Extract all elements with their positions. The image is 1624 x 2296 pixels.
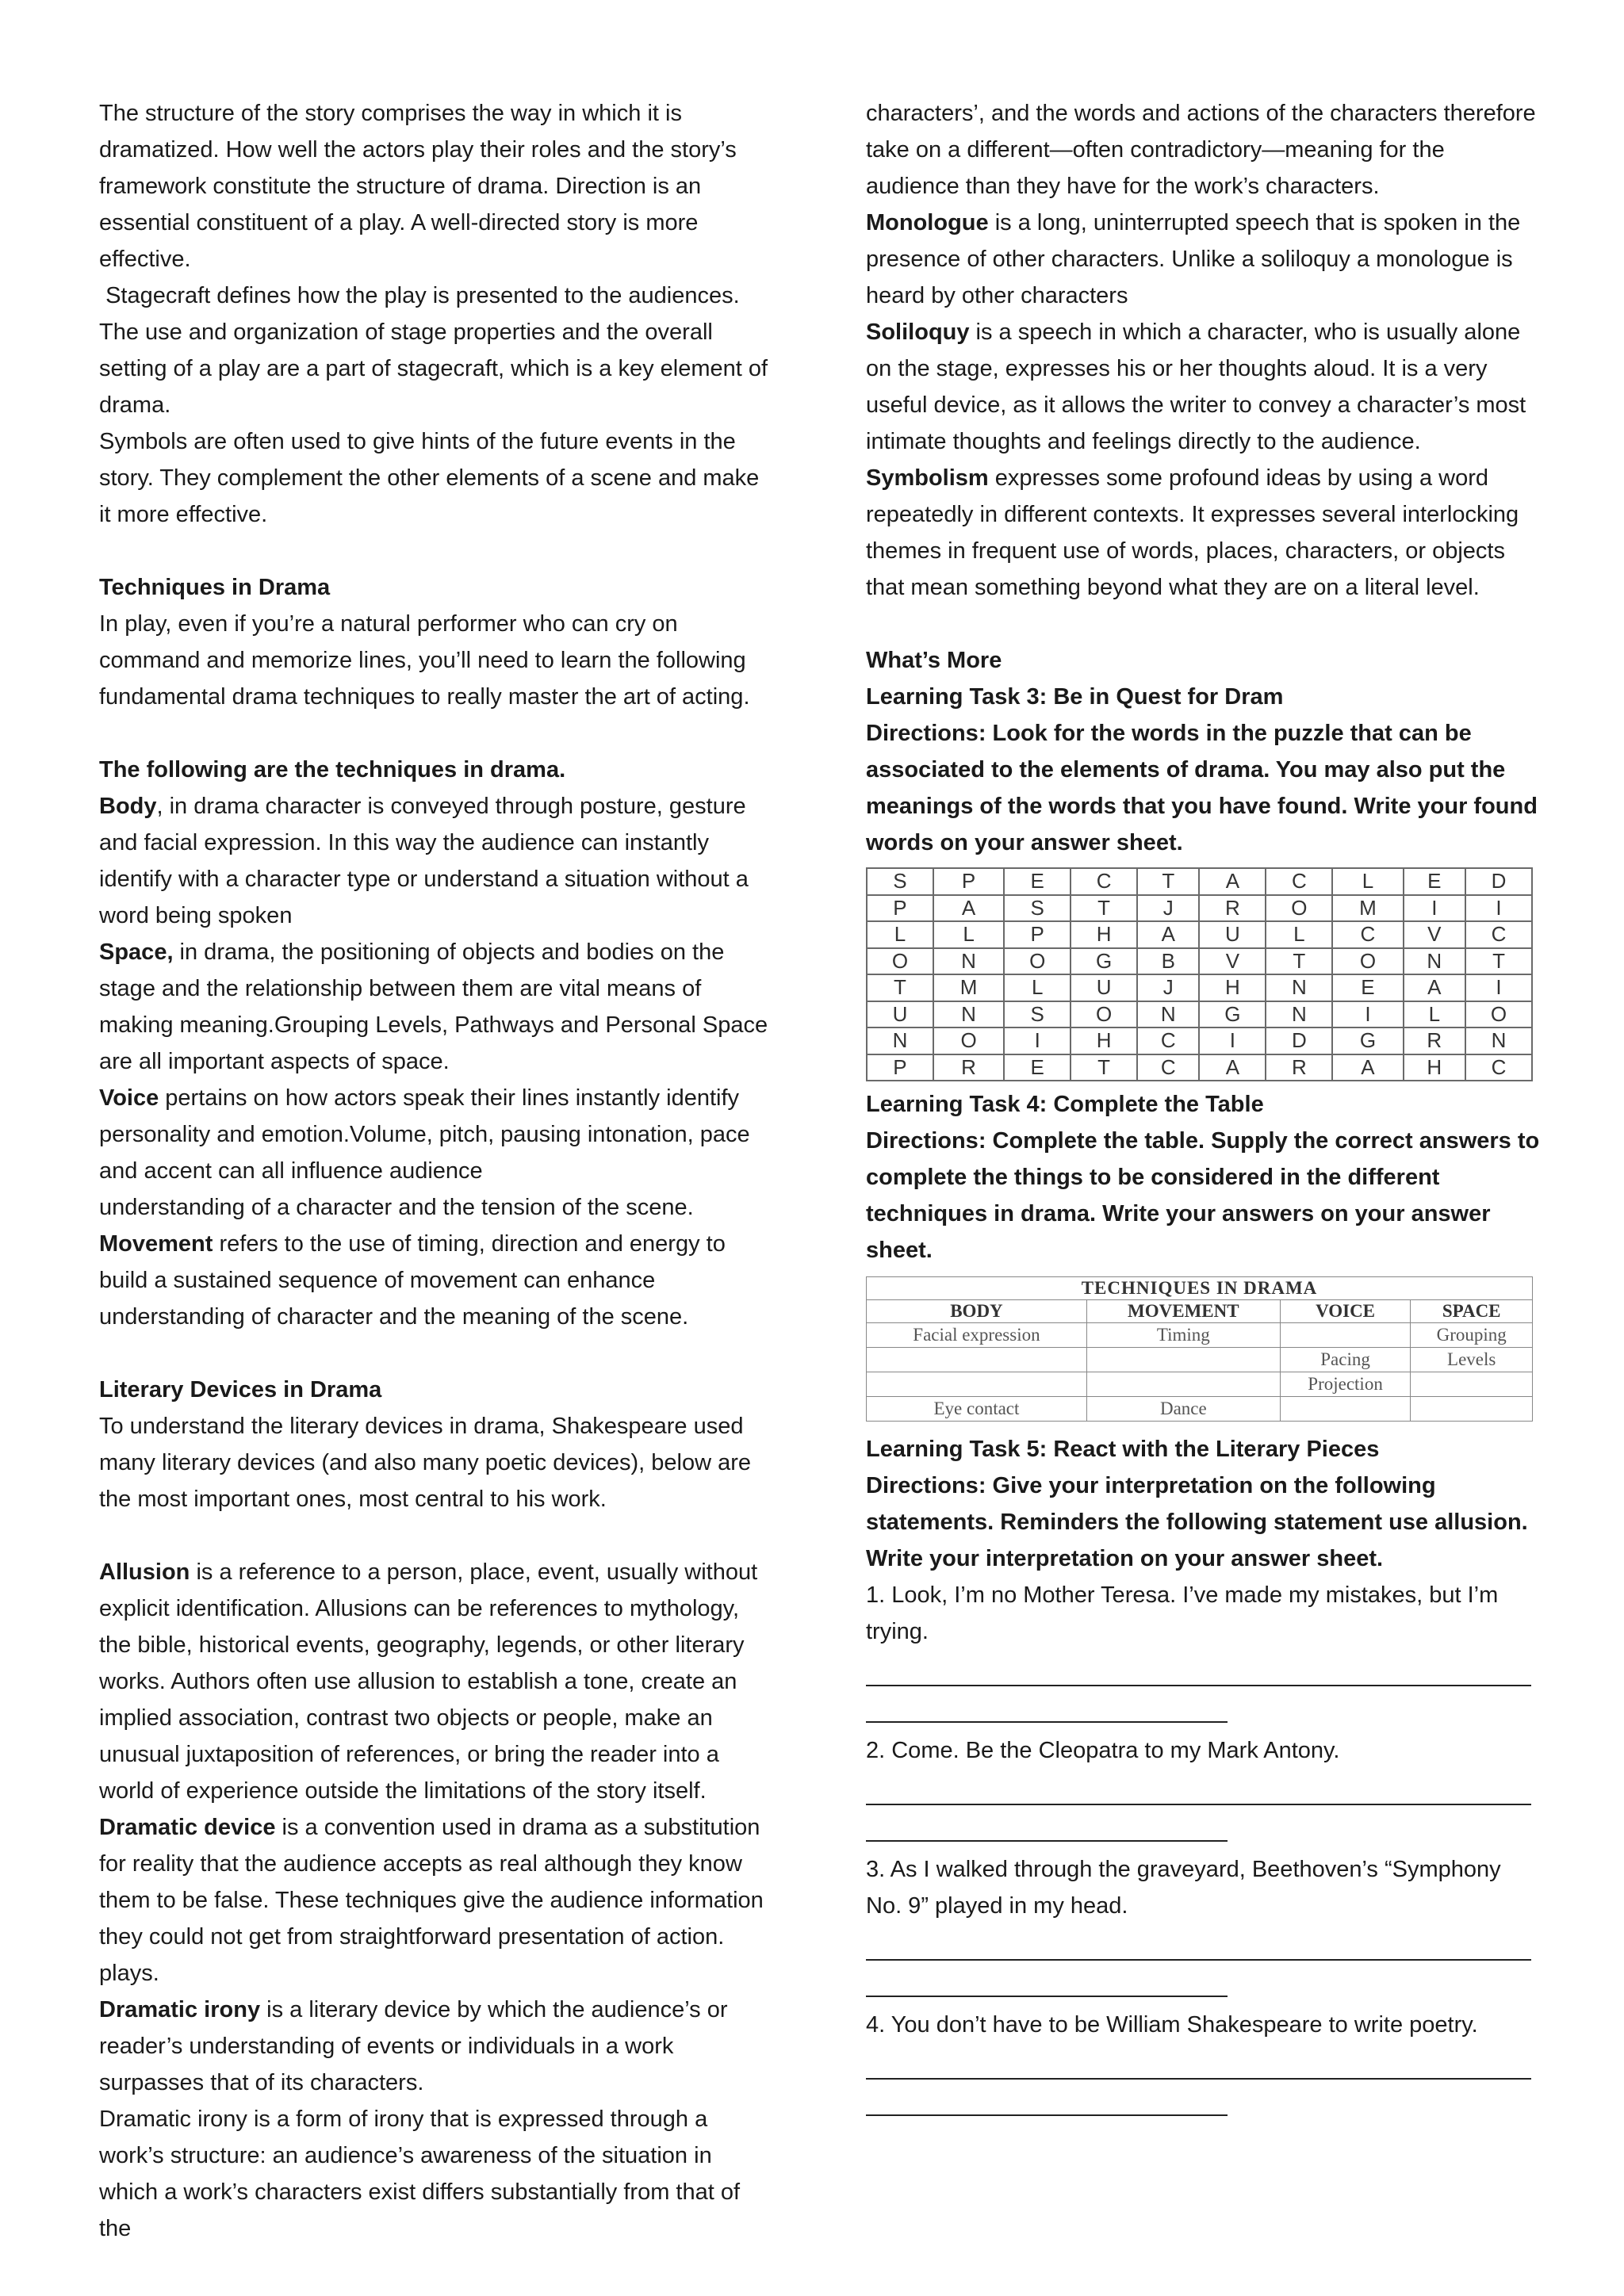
puzzle-cell: T [1071, 1054, 1137, 1081]
puzzle-row [867, 1001, 1532, 1028]
puzzle-cell: N [1404, 948, 1465, 975]
puzzle-cell: J [1137, 974, 1199, 1001]
puzzle-cell: P [1004, 921, 1071, 948]
techniques-table-header: VOICE [1280, 1300, 1411, 1323]
techniques-table-cell: Facial expression [867, 1323, 1087, 1348]
soliloquy-term: Soliloquy [866, 320, 970, 345]
puzzle-cell: P [867, 895, 933, 922]
literary-intro: To understand the literary devices in drama, Shakespeare used many literary devices (and also many poetic devices), below are the most important ones, most central to his work. [99, 1414, 752, 1512]
techniques-table-cell: Grouping [1411, 1323, 1533, 1348]
answer-line-1b[interactable] [866, 1686, 1228, 1723]
task3-title: Learning Task 3: Be in Quest for Dram [866, 684, 1284, 710]
puzzle-cell: S [1004, 1001, 1071, 1028]
puzzle-cell: L [1266, 921, 1332, 948]
techniques-table-cell [1086, 1348, 1280, 1372]
puzzle-row [867, 974, 1532, 1001]
techniques-table-cell [1411, 1397, 1533, 1422]
puzzle-cell: P [867, 1054, 933, 1081]
puzzle-cell: A [1332, 1054, 1403, 1081]
body-term: Body [99, 794, 157, 819]
puzzle-row [867, 868, 1532, 895]
techniques-table-cell: Timing [1086, 1323, 1280, 1348]
puzzle-cell: O [1332, 948, 1403, 975]
question-1: 1. Look, I’m no Mother Teresa. I’ve made my mistakes, but I’m trying. [866, 1582, 1499, 1644]
puzzle-cell: H [1404, 1054, 1465, 1081]
answer-line-1a[interactable] [866, 1650, 1531, 1686]
puzzle-row [867, 921, 1532, 948]
puzzle-cell: G [1071, 948, 1137, 975]
puzzle-cell: M [1332, 895, 1403, 922]
puzzle-cell: A [1404, 974, 1465, 1001]
puzzle-cell: V [1199, 948, 1266, 975]
techniques-table-cell [867, 1348, 1087, 1372]
puzzle-cell: I [1465, 974, 1532, 1001]
puzzle-cell: E [1004, 1054, 1071, 1081]
following-heading: The following are the techniques in drama. [99, 757, 566, 783]
voice-term: Voice [99, 1085, 159, 1111]
techniques-intro: In play, even if you’re a natural performer who can cry on command and memorize lines, you’ll need to learn the following fundamental drama techniques to really master the art of acting. [99, 611, 750, 710]
puzzle-cell: L [1404, 1001, 1465, 1028]
puzzle-cell: L [867, 921, 933, 948]
stagecraft-paragraph: Stagecraft defines how the play is presented to the audiences. The use and organization of stage properties and the overall setting of a play are a part of stagecraft, which is a key element of drama. [99, 283, 775, 418]
puzzle-cell: T [867, 974, 933, 1001]
puzzle-cell: O [1465, 1001, 1532, 1028]
techniques-table-cell [1411, 1372, 1533, 1397]
puzzle-cell: C [1465, 921, 1532, 948]
puzzle-cell: R [933, 1054, 1004, 1081]
dramatic-irony-definition: Dramatic irony is a literary device by which the audience’s or reader’s understanding of events or individuals in a work surpasses that of its characters. [99, 1997, 728, 2095]
puzzle-cell: E [1004, 868, 1071, 895]
techniques-table-row [867, 1348, 1533, 1372]
answer-line-4b[interactable] [866, 2080, 1228, 2116]
right-column [866, 95, 1542, 2116]
puzzle-cell: R [1199, 895, 1266, 922]
movement-definition: Movement refers to the use of timing, direction and energy to build a sustained sequence of movement can enhance understanding of character and the meaning of the scene. [99, 1231, 726, 1330]
plays-text: plays. [99, 1961, 159, 1986]
techniques-table-row [867, 1397, 1533, 1422]
puzzle-cell: C [1332, 921, 1403, 948]
puzzle-cell: T [1071, 895, 1137, 922]
puzzle-cell: M [933, 974, 1004, 1001]
techniques-table-row [867, 1372, 1533, 1397]
allusion-term: Allusion [99, 1559, 190, 1585]
techniques-table-cell: Pacing [1280, 1348, 1411, 1372]
puzzle-cell: N [1266, 974, 1332, 1001]
puzzle-cell: V [1404, 921, 1465, 948]
puzzle-cell: T [1266, 948, 1332, 975]
puzzle-cell: H [1071, 1027, 1137, 1054]
puzzle-cell: C [1137, 1054, 1199, 1081]
voice-definition-cont: understanding of a character and the tension of the scene. [99, 1195, 694, 1220]
puzzle-cell: U [867, 1001, 933, 1028]
task3-directions: Directions: Look for the words in the puzzle that can be associated to the elements of drama. You may also put the meanings of the words that you have found. Write your found words on your answer sheet. [866, 721, 1538, 855]
puzzle-cell: N [1137, 1001, 1199, 1028]
puzzle-cell: U [1199, 921, 1266, 948]
puzzle-cell: I [1404, 895, 1465, 922]
puzzle-cell: I [1465, 895, 1532, 922]
dramatic-device-definition: Dramatic device is a convention used in drama as a substitution for reality that the audience accepts as real although they know them to be false. These techniques give the audience information they could not get from straightforward presentation of action. [99, 1815, 764, 1950]
techniques-table-cell: Eye contact [867, 1397, 1087, 1422]
puzzle-cell: C [1266, 868, 1332, 895]
whats-more-heading: What’s More [866, 648, 1002, 673]
voice-definition: Voice pertains on how actors speak their lines instantly identify personality and emotion.Volume, pitch, pausing intonation, pace and accent can all influence audience [99, 1085, 750, 1184]
structure-paragraph: The structure of the story comprises the way in which it is dramatized. How well the actors play their roles and the story’s framework constitute the structure of drama. Direction is an essential constituent of a play. A well-directed story is more effective. [99, 101, 737, 272]
task4-title: Learning Task 4: Complete the Table [866, 1092, 1264, 1117]
task5-directions: Directions: Give your interpretation on the following statements. Reminders the following statement use allusion. Write your interpretation on your answer sheet. [866, 1473, 1528, 1571]
puzzle-cell: A [933, 895, 1004, 922]
puzzle-cell: A [1199, 1054, 1266, 1081]
puzzle-cell: T [1137, 868, 1199, 895]
techniques-table-cell: Dance [1086, 1397, 1280, 1422]
puzzle-cell: U [1071, 974, 1137, 1001]
puzzle-cell: N [933, 948, 1004, 975]
word-search-puzzle [866, 867, 1533, 1081]
puzzle-cell: G [1199, 1001, 1266, 1028]
puzzle-cell: O [1266, 895, 1332, 922]
puzzle-cell: B [1137, 948, 1199, 975]
techniques-heading: Techniques in Drama [99, 575, 331, 600]
puzzle-row [867, 1054, 1532, 1081]
answer-line-3a[interactable] [866, 1924, 1531, 1961]
space-definition: Space, in drama, the positioning of objects and bodies on the stage and the relationship between them are vital means of making meaning.Grouping Levels, Pathways and Personal Space are all important aspects of space. [99, 939, 768, 1074]
literary-heading: Literary Devices in Drama [99, 1377, 382, 1402]
monologue-definition: Monologue is a long, uninterrupted speech that is spoken in the presence of other characters. Unlike a soliloquy a monologue is heard by other characters [866, 210, 1521, 308]
puzzle-cell: I [1199, 1027, 1266, 1054]
space-term: Space, [99, 939, 174, 965]
left-column [99, 95, 775, 2247]
irony-continuation: characters’, and the words and actions of the characters therefore take on a different—often contradictory—meaning for the audience than they have for the work’s characters. [866, 101, 1536, 199]
question-4: 4. You don’t have to be William Shakespeare to write poetry. [866, 2012, 1478, 2038]
puzzle-cell: L [933, 921, 1004, 948]
task4-directions: Directions: Complete the table. Supply the correct answers to complete the things to be considered in the different techniques in drama. Write your answers on your answer sheet. [866, 1128, 1540, 1263]
techniques-table-cell [867, 1372, 1087, 1397]
puzzle-cell: N [867, 1027, 933, 1054]
puzzle-row [867, 1027, 1532, 1054]
puzzle-cell: S [867, 868, 933, 895]
techniques-table-row [867, 1323, 1533, 1348]
puzzle-cell: R [1404, 1027, 1465, 1054]
puzzle-cell: C [1137, 1027, 1199, 1054]
puzzle-cell: D [1266, 1027, 1332, 1054]
puzzle-cell: O [933, 1027, 1004, 1054]
dramatic-irony-term: Dramatic irony [99, 1997, 261, 2022]
puzzle-row [867, 948, 1532, 975]
puzzle-cell: A [1199, 868, 1266, 895]
body-definition: Body, in drama character is conveyed through posture, gesture and facial expression. In this way the audience can instantly identify with a character type or understand a situation without a word being spoken [99, 794, 749, 928]
techniques-table [866, 1276, 1533, 1422]
techniques-table-cell: Projection [1280, 1372, 1411, 1397]
techniques-table-header: SPACE [1411, 1300, 1533, 1323]
puzzle-cell: N [1465, 1027, 1532, 1054]
task5-title: Learning Task 5: React with the Literary Pieces [866, 1437, 1380, 1462]
puzzle-cell: O [1004, 948, 1071, 975]
puzzle-cell: C [1071, 868, 1137, 895]
puzzle-cell: L [1332, 868, 1403, 895]
symbolism-definition: Symbolism expresses some profound ideas by using a word repeatedly in different contexts. It expresses several interlocking themes in frequent use of words, places, characters, or objects that mean something beyond what they are on a literal level. [866, 465, 1519, 600]
answer-line-2a[interactable] [866, 1769, 1531, 1805]
answer-line-4a[interactable] [866, 2043, 1531, 2080]
soliloquy-definition: Soliloquy is a speech in which a character, who is usually alone on the stage, expresses his or her thoughts aloud. It is a very useful device, as it allows the writer to convey a character’s most intimate thoughts and feelings directly to the audience. [866, 320, 1526, 454]
puzzle-cell: D [1465, 868, 1532, 895]
puzzle-cell: O [1071, 1001, 1137, 1028]
puzzle-cell: S [1004, 895, 1071, 922]
puzzle-cell: N [1266, 1001, 1332, 1028]
puzzle-cell: P [933, 868, 1004, 895]
techniques-table-title: TECHNIQUES IN DRAMA [867, 1277, 1533, 1300]
techniques-table-header: MOVEMENT [1086, 1300, 1280, 1323]
puzzle-cell: T [1465, 948, 1532, 975]
puzzle-cell: G [1332, 1027, 1403, 1054]
techniques-table-cell [1280, 1323, 1411, 1348]
techniques-table-header-row [867, 1300, 1533, 1323]
puzzle-cell: O [867, 948, 933, 975]
symbolism-term: Symbolism [866, 465, 989, 491]
allusion-definition: Allusion is a reference to a person, place, event, usually without explicit identification. Allusions can be references to mythology, the bible, historical events, geography, legends, or other literary works. Authors often use allusion to establish a tone, create an implied association, contrast two objects or people, make an unusual juxtaposition of references, or bring the reader into a world of experience outside the limitations of the story itself. [99, 1559, 758, 1804]
answer-line-2b[interactable] [866, 1805, 1228, 1842]
puzzle-cell: C [1465, 1054, 1532, 1081]
techniques-table-cell: Levels [1411, 1348, 1533, 1372]
answer-line-3b[interactable] [866, 1961, 1228, 1997]
puzzle-cell: L [1004, 974, 1071, 1001]
puzzle-cell: H [1199, 974, 1266, 1001]
question-3: 3. As I walked through the graveyard, Beethoven’s “Symphony No. 9” played in my head. [866, 1857, 1501, 1919]
dramatic-device-term: Dramatic device [99, 1815, 276, 1840]
puzzle-cell: E [1332, 974, 1403, 1001]
techniques-table-cell [1086, 1372, 1280, 1397]
puzzle-cell: J [1137, 895, 1199, 922]
puzzle-cell: I [1332, 1001, 1403, 1028]
puzzle-cell: A [1137, 921, 1199, 948]
dramatic-irony-cont: Dramatic irony is a form of irony that is expressed through a work’s structure: an audience’s awareness of the situation in which a work’s characters exist differs substantially from that of the [99, 2107, 741, 2241]
puzzle-cell: H [1071, 921, 1137, 948]
techniques-table-cell [1280, 1397, 1411, 1422]
puzzle-cell: N [933, 1001, 1004, 1028]
puzzle-cell: R [1266, 1054, 1332, 1081]
question-2: 2. Come. Be the Cleopatra to my Mark Antony. [866, 1738, 1340, 1763]
puzzle-row [867, 895, 1532, 922]
puzzle-cell: E [1404, 868, 1465, 895]
techniques-table-header: BODY [867, 1300, 1087, 1323]
puzzle-cell: I [1004, 1027, 1071, 1054]
symbols-paragraph: Symbols are often used to give hints of the future events in the story. They complement the other elements of a scene and make it more effective. [99, 429, 760, 527]
movement-term: Movement [99, 1231, 213, 1257]
monologue-term: Monologue [866, 210, 989, 235]
